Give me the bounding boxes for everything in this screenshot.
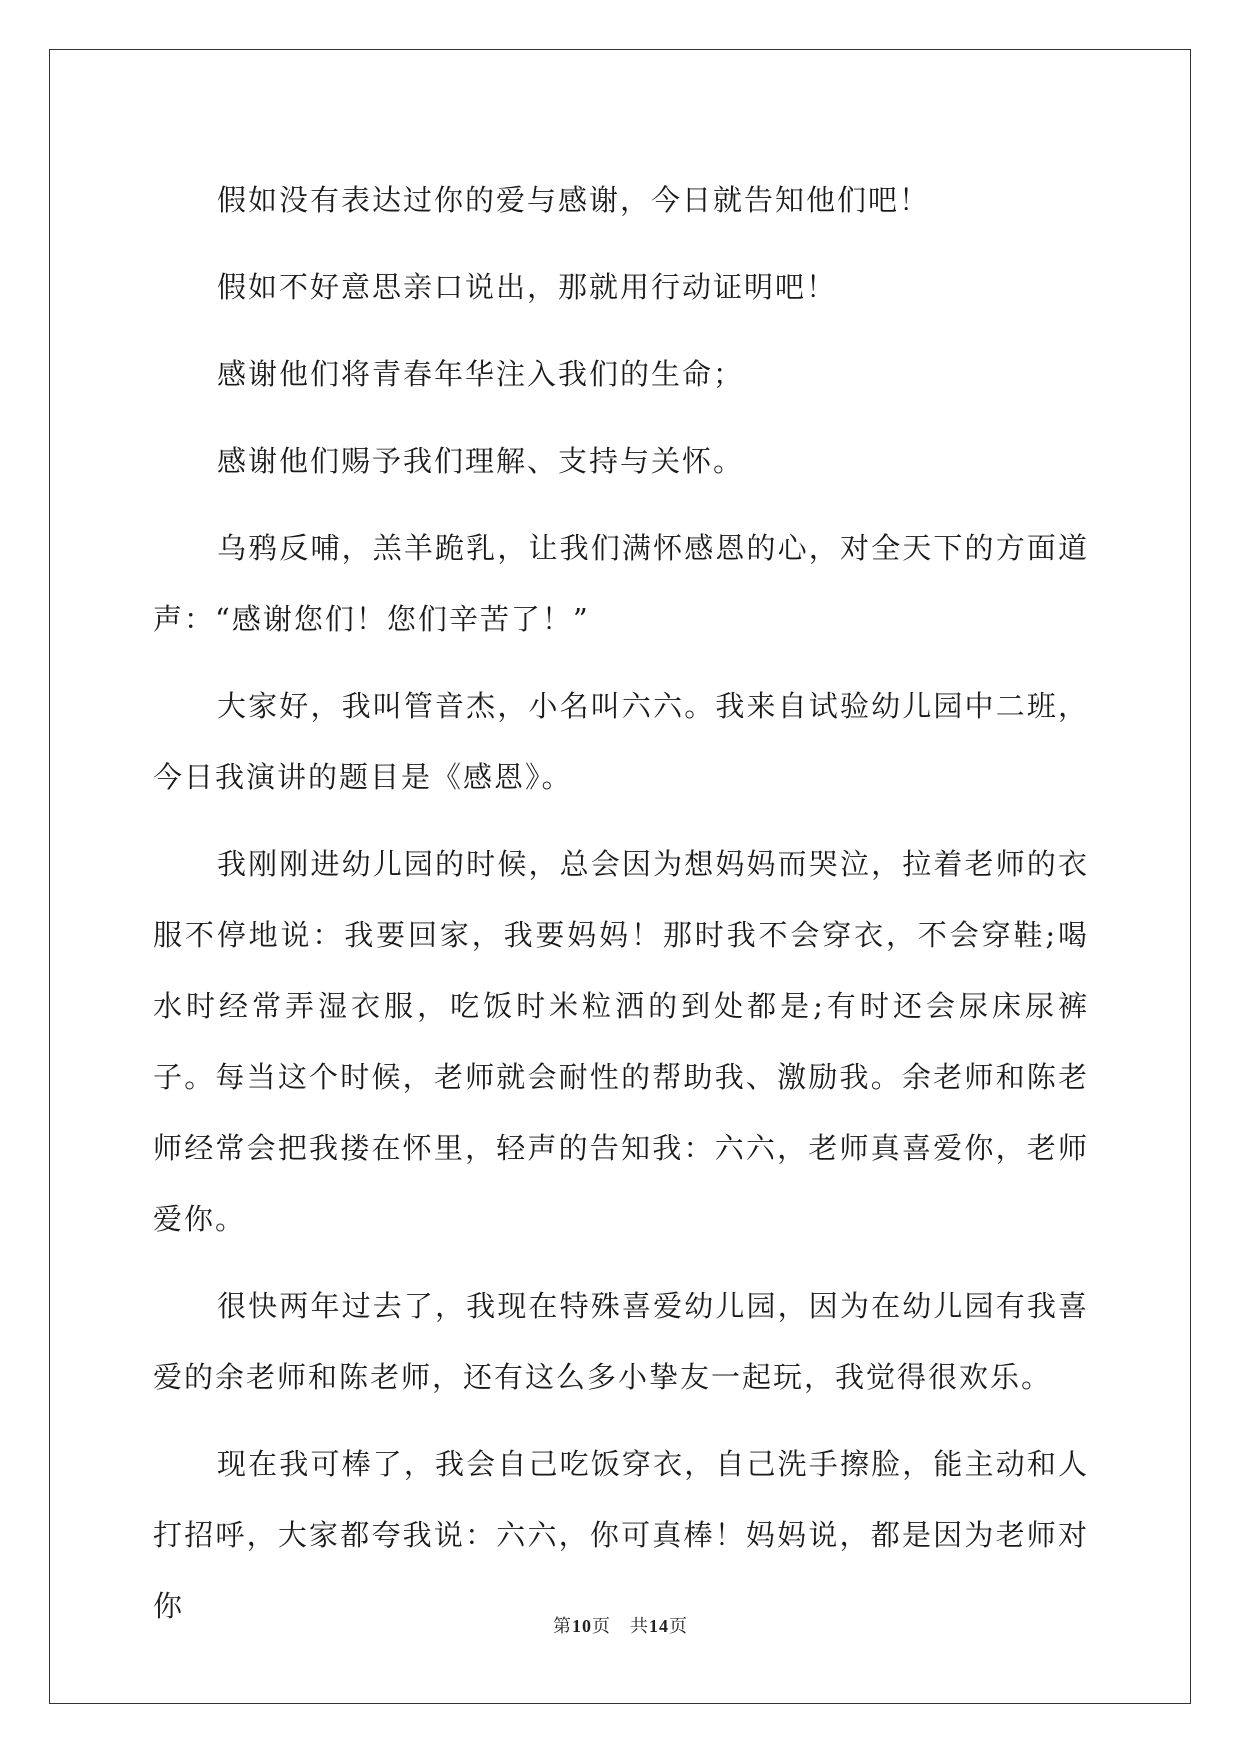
footer-suffix: 页 [669,1616,688,1636]
paragraph-7: 我刚刚进幼儿园的时候，总会因为想妈妈而哭泣，拉着老师的衣服不停地说：我要回家，我要妈妈！那时我不会穿衣，不会穿鞋;喝水时经常弄湿衣服，吃饭时米粒洒的到处都是;有时还会尿床尿裤子。每当这个时候，老师就会耐性的帮助我、激励我。余老师和陈老师经常会把我搂在怀里，轻声的告知我：六六，老师真喜爱你，老师爱你。 [153,847,1089,1236]
footer-middle: 页 共 [592,1616,649,1636]
paragraph-1: 假如没有表达过你的爱与感谢，今日就告知他们吧！ [217,183,931,217]
current-page-number: 10 [572,1616,592,1636]
paragraph-3: 感谢他们将青春年华注入我们的生命； [217,357,745,391]
page-footer [0,1612,1241,1638]
document-body [153,165,1089,1642]
total-page-number: 14 [649,1616,669,1636]
footer-prefix: 第 [553,1616,572,1636]
paragraph-6: 大家好，我叫管音杰，小名叫六六。我来自试验幼儿园中二班，今日我演讲的题目是《感恩》。 [153,689,1089,794]
paragraph-5: 乌鸦反哺，羔羊跪乳，让我们满怀感恩的心，对全天下的方面道声：“感谢您们！您们辛苦了！” [153,531,1089,636]
paragraph-9: 现在我可棒了，我会自己吃饭穿衣，自己洗手擦脸，能主动和人打招呼，大家都夸我说：六六，你可真棒！妈妈说，都是因为老师对你 [153,1447,1089,1623]
paragraph-4: 感谢他们赐予我们理解、支持与关怀。 [217,444,745,478]
paragraph-2: 假如不好意思亲口说出，那就用行动证明吧！ [217,270,838,304]
paragraph-8: 很快两年过去了，我现在特殊喜爱幼儿园，因为在幼儿园有我喜爱的余老师和陈老师，还有这么多小挚友一起玩，我觉得很欢乐。 [153,1289,1089,1394]
